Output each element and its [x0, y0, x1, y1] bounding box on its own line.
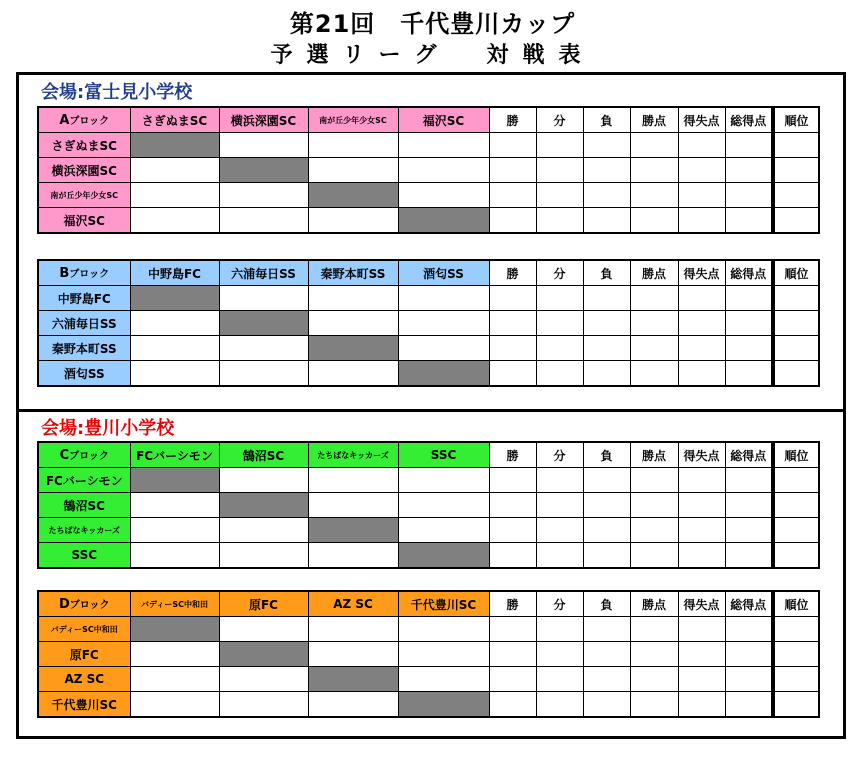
- result-cell[interactable]: [583, 361, 630, 387]
- result-column-header: 総得点: [725, 591, 773, 617]
- team-column-header: 原FC: [219, 591, 308, 617]
- result-cell[interactable]: [773, 336, 819, 361]
- team-row-label: 千代豊川SC: [38, 692, 130, 718]
- result-column-header: 勝点: [630, 260, 678, 286]
- result-cell[interactable]: [630, 543, 678, 569]
- result-cell[interactable]: [536, 493, 583, 518]
- team-row: [38, 336, 819, 361]
- diagonal-cell: [308, 183, 398, 208]
- team-row: [38, 518, 819, 543]
- result-column-header: 得失点: [678, 591, 725, 617]
- result-cell[interactable]: [773, 286, 819, 311]
- match-cell[interactable]: [398, 667, 489, 692]
- match-cell[interactable]: [130, 361, 219, 387]
- match-cell[interactable]: [308, 543, 398, 569]
- result-cell[interactable]: [583, 692, 630, 718]
- team-row-label: 秦野本町SS: [38, 336, 130, 361]
- team-row: [38, 667, 819, 692]
- match-cell[interactable]: [308, 133, 398, 158]
- result-cell[interactable]: [489, 133, 536, 158]
- team-row-label: 酒匂SS: [38, 361, 130, 387]
- block-letter: D: [58, 597, 70, 612]
- result-cell[interactable]: [773, 518, 819, 543]
- result-cell[interactable]: [725, 133, 773, 158]
- result-cell[interactable]: [630, 336, 678, 361]
- result-column-header: 勝点: [630, 107, 678, 133]
- result-cell[interactable]: [630, 642, 678, 667]
- team-row-label: たちばなキッカーズ: [38, 518, 130, 543]
- result-column-header: 総得点: [725, 107, 773, 133]
- result-column-header: 勝: [489, 591, 536, 617]
- team-row: [38, 692, 819, 718]
- diagonal-cell: [308, 336, 398, 361]
- block-header-row: [38, 260, 819, 286]
- team-column-header: 中野島FC: [130, 260, 219, 286]
- result-column-header: 得失点: [678, 260, 725, 286]
- block-a-table: [37, 106, 820, 234]
- result-cell[interactable]: [583, 617, 630, 642]
- match-cell[interactable]: [308, 311, 398, 336]
- result-cell[interactable]: [536, 468, 583, 493]
- page-subtitle: 予選リーグ 対戦表: [270, 43, 595, 68]
- result-cell[interactable]: [678, 617, 725, 642]
- match-cell[interactable]: [398, 311, 489, 336]
- result-cell[interactable]: [536, 617, 583, 642]
- match-cell[interactable]: [398, 183, 489, 208]
- team-column-header: SSC: [398, 442, 489, 468]
- block-suffix: ブロック: [69, 116, 110, 127]
- match-cell[interactable]: [398, 286, 489, 311]
- team-row-label: 南が丘少年少女SC: [38, 183, 130, 208]
- match-cell[interactable]: [308, 158, 398, 183]
- result-cell[interactable]: [773, 133, 819, 158]
- block-header-row: [38, 442, 819, 468]
- match-cell[interactable]: [219, 336, 308, 361]
- match-cell[interactable]: [219, 543, 308, 569]
- result-column-header: 総得点: [725, 442, 773, 468]
- match-cell[interactable]: [219, 208, 308, 234]
- team-row-label: SSC: [38, 543, 130, 569]
- result-cell[interactable]: [489, 311, 536, 336]
- match-cell[interactable]: [130, 518, 219, 543]
- match-cell[interactable]: [130, 158, 219, 183]
- match-cell[interactable]: [130, 667, 219, 692]
- result-column-header: 分: [536, 260, 583, 286]
- result-column-header: 勝: [489, 260, 536, 286]
- team-column-header: 鵠沼SC: [219, 442, 308, 468]
- match-cell[interactable]: [398, 493, 489, 518]
- match-cell[interactable]: [219, 667, 308, 692]
- diagonal-cell: [130, 617, 219, 642]
- result-column-header: 勝点: [630, 591, 678, 617]
- diagonal-cell: [398, 361, 489, 387]
- result-cell[interactable]: [536, 208, 583, 234]
- result-cell[interactable]: [489, 286, 536, 311]
- result-cell[interactable]: [583, 311, 630, 336]
- team-row-label: FCバーシモン: [38, 468, 130, 493]
- block-d-table: [37, 590, 820, 718]
- result-cell[interactable]: [678, 158, 725, 183]
- diagonal-cell: [130, 468, 219, 493]
- result-cell[interactable]: [536, 311, 583, 336]
- result-column-header: 総得点: [725, 260, 773, 286]
- block-suffix: ブロック: [69, 269, 110, 280]
- team-column-header: 酒匂SS: [398, 260, 489, 286]
- team-row: [38, 617, 819, 642]
- result-cell[interactable]: [583, 543, 630, 569]
- match-cell[interactable]: [398, 617, 489, 642]
- result-cell[interactable]: [678, 468, 725, 493]
- result-cell[interactable]: [725, 468, 773, 493]
- result-cell[interactable]: [630, 286, 678, 311]
- match-cell[interactable]: [219, 692, 308, 718]
- result-cell[interactable]: [773, 667, 819, 692]
- result-cell[interactable]: [583, 286, 630, 311]
- match-cell[interactable]: [130, 208, 219, 234]
- result-cell[interactable]: [725, 518, 773, 543]
- match-cell[interactable]: [219, 361, 308, 387]
- result-cell[interactable]: [725, 183, 773, 208]
- block-letter: C: [59, 448, 70, 463]
- match-cell[interactable]: [130, 493, 219, 518]
- match-cell[interactable]: [219, 133, 308, 158]
- result-column-header: 勝: [489, 442, 536, 468]
- result-cell[interactable]: [583, 208, 630, 234]
- result-cell[interactable]: [489, 642, 536, 667]
- result-cell[interactable]: [773, 361, 819, 387]
- result-cell[interactable]: [773, 158, 819, 183]
- result-cell[interactable]: [583, 642, 630, 667]
- result-column-header: 分: [536, 107, 583, 133]
- block-c-table: [37, 441, 820, 569]
- result-cell[interactable]: [725, 543, 773, 569]
- result-cell[interactable]: [725, 667, 773, 692]
- diagonal-cell: [308, 667, 398, 692]
- team-row-label: 六浦毎日SS: [38, 311, 130, 336]
- block-name: [38, 442, 130, 468]
- result-cell[interactable]: [678, 286, 725, 311]
- team-row: [38, 543, 819, 569]
- block-b-table: [37, 259, 820, 387]
- match-cell[interactable]: [308, 286, 398, 311]
- team-row: [38, 642, 819, 667]
- match-cell[interactable]: [219, 518, 308, 543]
- result-cell[interactable]: [725, 692, 773, 718]
- diagonal-cell: [130, 286, 219, 311]
- result-cell[interactable]: [678, 133, 725, 158]
- diagonal-cell: [398, 692, 489, 718]
- team-column-header: AZ SC: [308, 591, 398, 617]
- result-cell[interactable]: [678, 667, 725, 692]
- result-cell[interactable]: [678, 518, 725, 543]
- result-cell[interactable]: [536, 336, 583, 361]
- result-column-header: 得失点: [678, 442, 725, 468]
- result-cell[interactable]: [678, 642, 725, 667]
- result-cell[interactable]: [678, 692, 725, 718]
- result-cell[interactable]: [630, 361, 678, 387]
- result-cell[interactable]: [489, 208, 536, 234]
- match-cell[interactable]: [130, 336, 219, 361]
- result-column-header: 分: [536, 591, 583, 617]
- result-cell[interactable]: [678, 336, 725, 361]
- result-column-header: 負: [583, 591, 630, 617]
- result-cell[interactable]: [678, 183, 725, 208]
- result-cell[interactable]: [630, 468, 678, 493]
- match-cell[interactable]: [219, 286, 308, 311]
- team-row: [38, 208, 819, 234]
- team-row: [38, 133, 819, 158]
- team-row-label: 中野島FC: [38, 286, 130, 311]
- result-cell[interactable]: [489, 468, 536, 493]
- team-column-header: 千代豊川SC: [398, 591, 489, 617]
- result-cell[interactable]: [725, 642, 773, 667]
- result-cell[interactable]: [630, 667, 678, 692]
- team-row: [38, 468, 819, 493]
- result-cell[interactable]: [773, 617, 819, 642]
- match-cell[interactable]: [398, 336, 489, 361]
- team-row: [38, 361, 819, 387]
- match-cell[interactable]: [219, 183, 308, 208]
- result-cell[interactable]: [536, 692, 583, 718]
- result-cell[interactable]: [773, 311, 819, 336]
- diagonal-cell: [219, 311, 308, 336]
- venue-title-1: 会場:富士見小学校: [41, 82, 193, 103]
- match-cell[interactable]: [219, 617, 308, 642]
- team-column-header: FCバーシモン: [130, 442, 219, 468]
- result-cell[interactable]: [630, 617, 678, 642]
- result-cell[interactable]: [489, 543, 536, 569]
- result-cell[interactable]: [536, 183, 583, 208]
- result-cell[interactable]: [583, 158, 630, 183]
- diagonal-cell: [398, 543, 489, 569]
- result-cell[interactable]: [489, 518, 536, 543]
- result-column-header: 負: [583, 107, 630, 133]
- diagonal-cell: [219, 493, 308, 518]
- result-cell[interactable]: [489, 336, 536, 361]
- result-cell[interactable]: [630, 493, 678, 518]
- team-row-label: 鵠沼SC: [38, 493, 130, 518]
- block-suffix: ブロック: [69, 451, 109, 462]
- result-cell[interactable]: [773, 208, 819, 234]
- result-cell[interactable]: [725, 208, 773, 234]
- team-row: [38, 183, 819, 208]
- result-cell[interactable]: [489, 692, 536, 718]
- match-cell[interactable]: [308, 617, 398, 642]
- result-cell[interactable]: [489, 667, 536, 692]
- team-column-header: 六浦毎日SS: [219, 260, 308, 286]
- result-column-header: 順位: [773, 260, 819, 286]
- result-column-header: 得失点: [678, 107, 725, 133]
- result-cell[interactable]: [773, 642, 819, 667]
- match-cell[interactable]: [130, 543, 219, 569]
- result-cell[interactable]: [536, 667, 583, 692]
- team-row: [38, 286, 819, 311]
- match-cell[interactable]: [308, 493, 398, 518]
- venue-title-2: 会場:豊川小学校: [41, 418, 175, 439]
- team-row-label: 福沢SC: [38, 208, 130, 234]
- result-column-header: 順位: [773, 591, 819, 617]
- result-cell[interactable]: [725, 336, 773, 361]
- match-cell[interactable]: [398, 642, 489, 667]
- match-cell[interactable]: [308, 361, 398, 387]
- result-cell[interactable]: [630, 133, 678, 158]
- result-cell[interactable]: [678, 493, 725, 518]
- match-cell[interactable]: [130, 311, 219, 336]
- result-column-header: 負: [583, 260, 630, 286]
- team-row-label: AZ SC: [38, 667, 130, 692]
- result-cell[interactable]: [583, 667, 630, 692]
- team-row-label: バディーSC中和田: [38, 617, 130, 642]
- match-cell[interactable]: [398, 158, 489, 183]
- team-row-label: 原FC: [38, 642, 130, 667]
- result-column-header: 勝: [489, 107, 536, 133]
- result-cell[interactable]: [583, 493, 630, 518]
- result-cell[interactable]: [725, 311, 773, 336]
- result-cell[interactable]: [725, 361, 773, 387]
- result-cell[interactable]: [630, 311, 678, 336]
- result-column-header: 負: [583, 442, 630, 468]
- team-column-header: 南が丘少年少女SC: [308, 107, 398, 133]
- result-cell[interactable]: [583, 336, 630, 361]
- result-cell[interactable]: [583, 518, 630, 543]
- result-cell[interactable]: [725, 617, 773, 642]
- result-cell[interactable]: [536, 518, 583, 543]
- result-cell[interactable]: [773, 543, 819, 569]
- diagonal-cell: [219, 158, 308, 183]
- block-letter: A: [59, 113, 70, 128]
- result-column-header: 勝点: [630, 442, 678, 468]
- diagonal-cell: [219, 642, 308, 667]
- block-name: [38, 107, 130, 133]
- match-cell[interactable]: [130, 692, 219, 718]
- block-name: [38, 260, 130, 286]
- team-row: [38, 493, 819, 518]
- result-cell[interactable]: [773, 468, 819, 493]
- result-cell[interactable]: [630, 158, 678, 183]
- diagonal-cell: [308, 518, 398, 543]
- result-cell[interactable]: [725, 158, 773, 183]
- block-name: [38, 591, 130, 617]
- match-cell[interactable]: [308, 692, 398, 718]
- result-cell[interactable]: [489, 617, 536, 642]
- result-cell[interactable]: [536, 286, 583, 311]
- result-cell[interactable]: [678, 543, 725, 569]
- result-cell[interactable]: [630, 692, 678, 718]
- match-cell[interactable]: [398, 468, 489, 493]
- team-column-header: 福沢SC: [398, 107, 489, 133]
- block-header-row: [38, 107, 819, 133]
- result-cell[interactable]: [773, 183, 819, 208]
- result-cell[interactable]: [678, 361, 725, 387]
- team-row-label: さぎぬまSC: [38, 133, 130, 158]
- match-cell[interactable]: [308, 642, 398, 667]
- match-cell[interactable]: [398, 133, 489, 158]
- result-cell[interactable]: [630, 208, 678, 234]
- team-column-header: バディーSC中和田: [130, 591, 219, 617]
- block-letter: B: [59, 266, 70, 281]
- result-cell[interactable]: [583, 133, 630, 158]
- block-header-row: [38, 591, 819, 617]
- match-cell[interactable]: [308, 468, 398, 493]
- team-column-header: 横浜深園SC: [219, 107, 308, 133]
- team-column-header: 秦野本町SS: [308, 260, 398, 286]
- diagonal-cell: [398, 208, 489, 234]
- result-cell[interactable]: [489, 361, 536, 387]
- result-cell[interactable]: [773, 692, 819, 718]
- result-cell[interactable]: [678, 208, 725, 234]
- match-cell[interactable]: [130, 183, 219, 208]
- team-row: [38, 311, 819, 336]
- match-cell[interactable]: [398, 518, 489, 543]
- team-row-label: 横浜深園SC: [38, 158, 130, 183]
- result-column-header: 順位: [773, 107, 819, 133]
- result-cell[interactable]: [489, 183, 536, 208]
- result-cell[interactable]: [678, 311, 725, 336]
- team-row: [38, 158, 819, 183]
- team-column-header: さぎぬまSC: [130, 107, 219, 133]
- match-cell[interactable]: [308, 208, 398, 234]
- page-title: 第21回 千代豊川カップ: [289, 10, 576, 38]
- diagonal-cell: [130, 133, 219, 158]
- result-cell[interactable]: [536, 158, 583, 183]
- result-column-header: 順位: [773, 442, 819, 468]
- result-column-header: 分: [536, 442, 583, 468]
- result-cell[interactable]: [630, 518, 678, 543]
- result-cell[interactable]: [773, 493, 819, 518]
- result-cell[interactable]: [630, 183, 678, 208]
- result-cell[interactable]: [583, 183, 630, 208]
- match-cell[interactable]: [219, 468, 308, 493]
- block-suffix: ブロック: [69, 600, 110, 611]
- result-cell[interactable]: [583, 468, 630, 493]
- result-cell[interactable]: [489, 158, 536, 183]
- result-cell[interactable]: [725, 493, 773, 518]
- result-cell[interactable]: [489, 493, 536, 518]
- team-column-header: たちばなキッカーズ: [308, 442, 398, 468]
- result-cell[interactable]: [536, 361, 583, 387]
- match-cell[interactable]: [130, 642, 219, 667]
- result-cell[interactable]: [725, 286, 773, 311]
- result-cell[interactable]: [536, 543, 583, 569]
- result-cell[interactable]: [536, 642, 583, 667]
- result-cell[interactable]: [536, 133, 583, 158]
